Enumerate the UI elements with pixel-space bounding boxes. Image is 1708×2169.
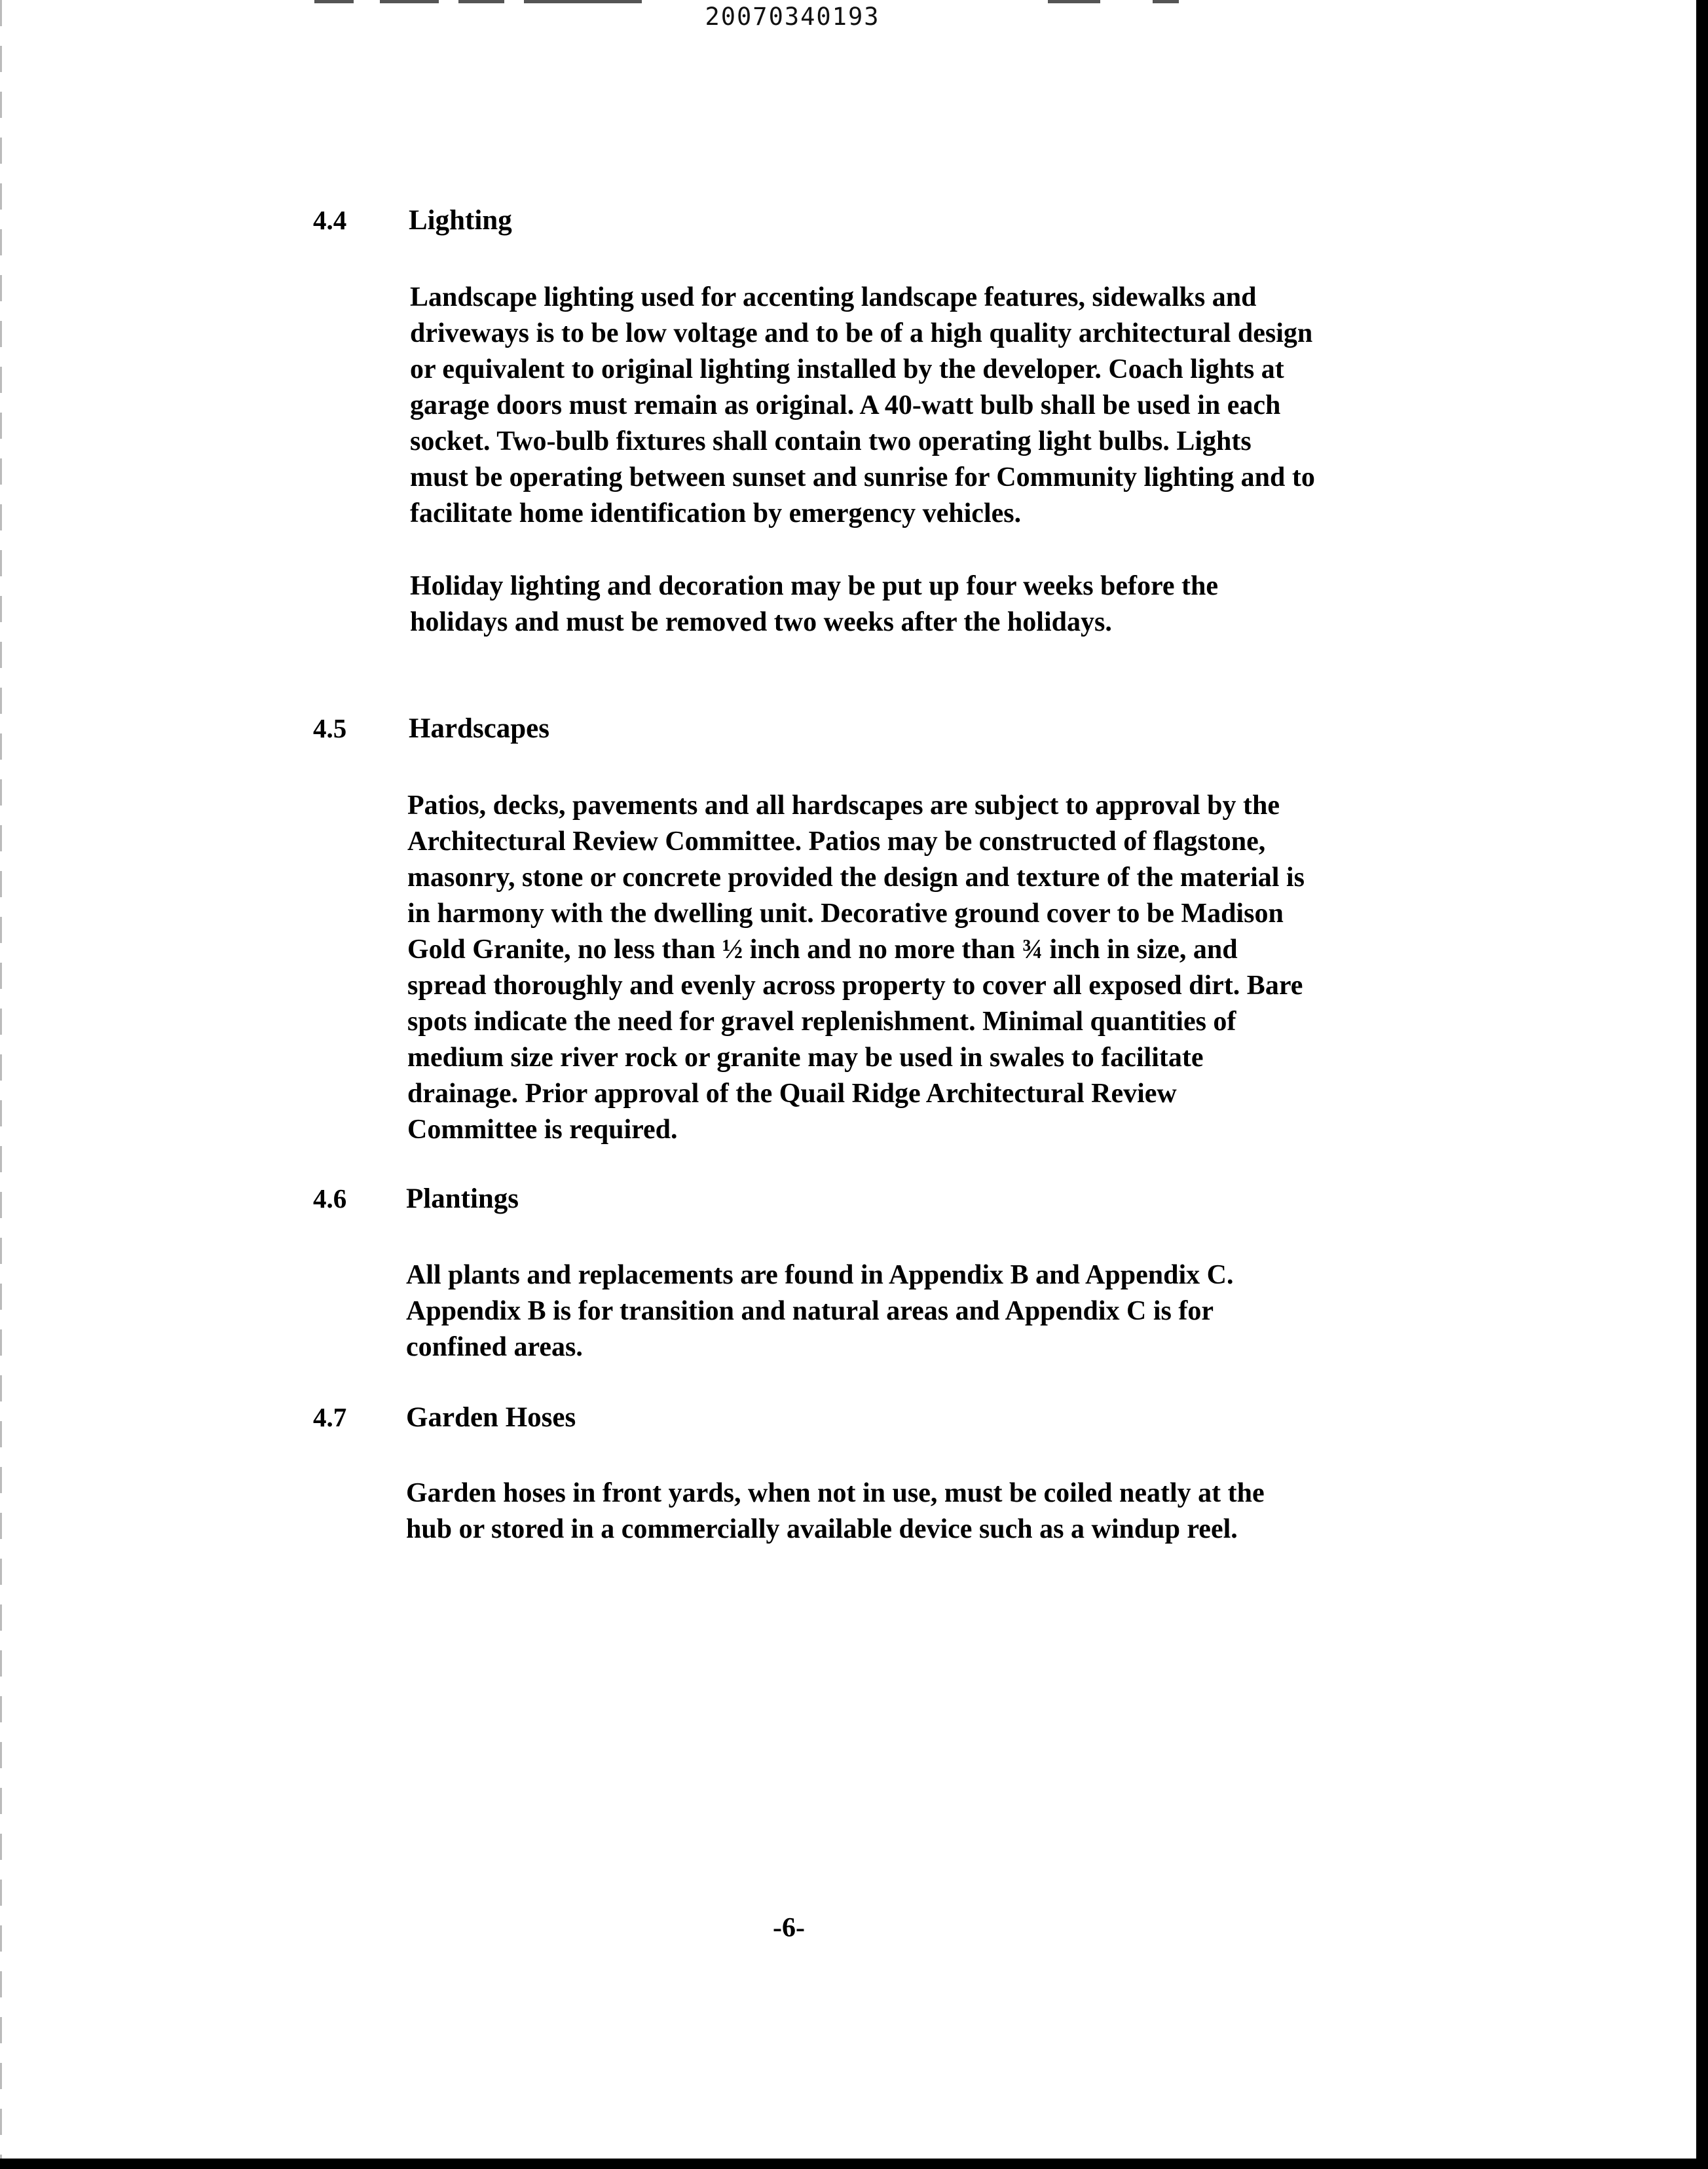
text-line: Gold Granite, no less than ½ inch and no more than ¾ inch in size, and — [407, 935, 1238, 965]
section-title: Garden Hoses — [406, 1402, 576, 1433]
scan-edge-bottom — [0, 2159, 1708, 2169]
text-line: Appendix B is for transition and natural areas and Appendix C is for — [406, 1296, 1214, 1326]
text-line: garage doors must remain as original. A 40-watt bulb shall be used in each — [410, 390, 1281, 420]
section-number: 4.6 — [313, 1183, 347, 1214]
section-4-4-paragraph-1 — [410, 280, 1315, 532]
text-line: facilitate home identification by emergency vehicles. — [410, 498, 1022, 528]
section-number: 4.5 — [313, 713, 347, 743]
text-line: must be operating between sunset and sunrise for Community lighting and to — [410, 462, 1315, 492]
section-number: 4.7 — [313, 1402, 347, 1432]
section-title: Lighting — [409, 205, 512, 236]
section-title: Hardscapes — [409, 713, 549, 744]
text-line: in harmony with the dwelling unit. Decorative ground cover to be Madison — [407, 899, 1284, 929]
text-line: confined areas. — [406, 1332, 583, 1362]
scan-edge-right — [1696, 0, 1708, 2169]
text-line: Holiday lighting and decoration may be put up four weeks before the — [410, 571, 1219, 601]
text-line: Garden hoses in front yards, when not in use, must be coiled neatly at the — [406, 1478, 1265, 1508]
section-4-5-paragraph-1 — [407, 788, 1305, 1148]
page-number: -6- — [773, 1913, 805, 1943]
text-line: spread thoroughly and evenly across property to cover all exposed dirt. Bare — [407, 971, 1303, 1001]
scan-edge-left — [0, 0, 2, 2169]
text-line: All plants and replacements are found in Appendix B and Appendix C. — [406, 1260, 1234, 1290]
text-line: Patios, decks, pavements and all hardscapes are subject to approval by the — [407, 790, 1280, 821]
text-line: Committee is required. — [407, 1115, 678, 1145]
text-line: Architectural Review Committee. Patios may be constructed of flagstone, — [407, 826, 1266, 857]
text-line: masonry, stone or concrete provided the design and texture of the material is — [407, 862, 1305, 893]
text-line: Landscape lighting used for accenting landscape features, sidewalks and — [410, 282, 1257, 312]
section-4-4-paragraph-2 — [410, 568, 1218, 640]
text-line: medium size river rock or granite may be used in swales to facilitate — [407, 1043, 1204, 1073]
section-4-7-paragraph-1 — [406, 1475, 1265, 1548]
text-line: driveways is to be low voltage and to be of a high quality architectural design — [410, 318, 1313, 348]
section-4-6-paragraph-1 — [406, 1257, 1233, 1365]
text-line: spots indicate the need for gravel replenishment. Minimal quantities of — [407, 1007, 1236, 1037]
text-line: holidays and must be removed two weeks after the holidays. — [410, 607, 1112, 637]
text-line: drainage. Prior approval of the Quail Ridge Architectural Review — [407, 1079, 1177, 1109]
text-line: or equivalent to original lighting installed by the developer. Coach lights at — [410, 354, 1284, 384]
text-line: hub or stored in a commercially available device such as a windup reel. — [406, 1514, 1238, 1544]
section-number: 4.4 — [313, 205, 347, 235]
text-line: socket. Two-bulb fixtures shall contain two operating light bulbs. Lights — [410, 426, 1252, 456]
document-number: 20070340193 — [705, 3, 880, 31]
section-title: Plantings — [406, 1183, 519, 1214]
